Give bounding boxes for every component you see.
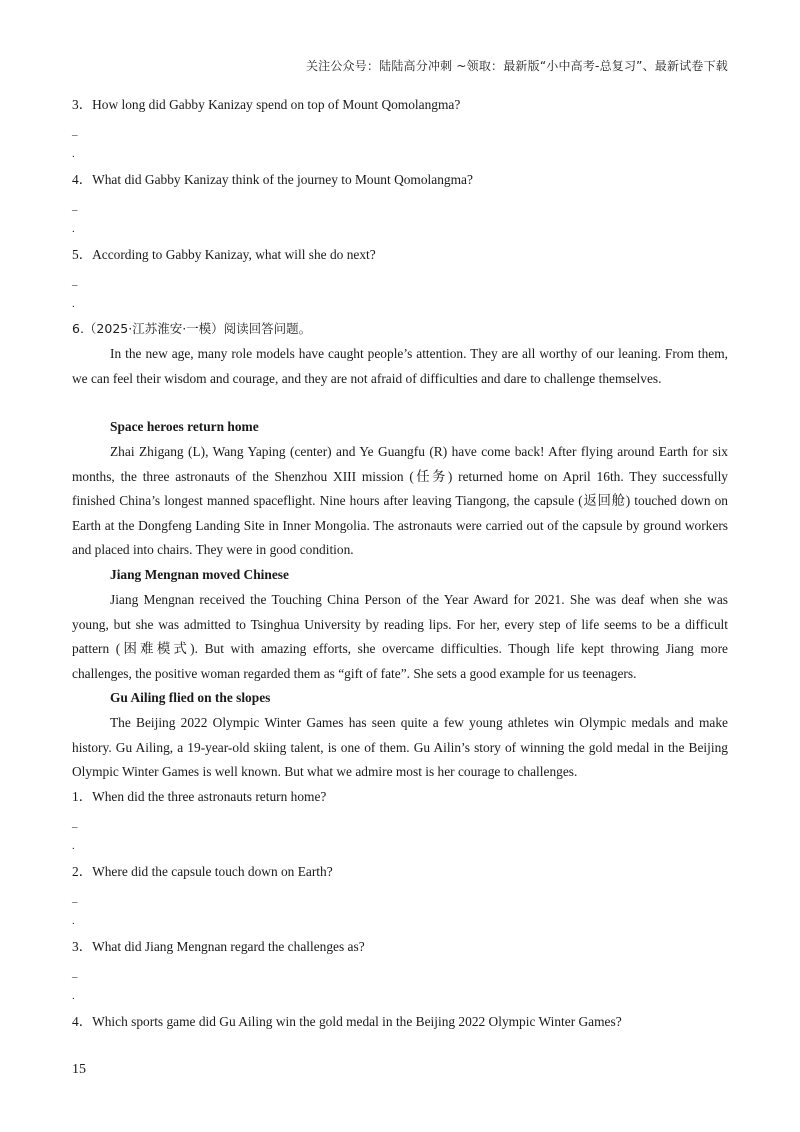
question-number: 2． xyxy=(72,864,93,879)
question-3 xyxy=(72,93,728,118)
question-text: Which sports game did Gu Ailing win the gold medal in the Beijing 2022 Olympic Winter Games? xyxy=(92,1014,622,1029)
story-body-jiang-mengnan: Jiang Mengnan received the Touching China Person of the Year Award for 2021. She was deaf when she was young, but she was admitted to Tsinghua University by reading lips. For her, every step of life seems to be a difficult pattern (困难模式). But with amazing efforts, she overcame difficulties. Though life kept throwing Jiang more challenges, the positive woman regarded them as “gift of fate”. She sets a good example for us teenagers. xyxy=(72,592,728,681)
answer-line[interactable]: _ xyxy=(72,275,78,287)
question-4 xyxy=(72,168,728,193)
question-text: When did the three astronauts return home? xyxy=(92,789,327,804)
s6-question-2 xyxy=(72,860,728,885)
question-number: 3． xyxy=(72,97,93,112)
story-title-space-heroes: Space heroes return home xyxy=(110,419,259,434)
s6-question-3 xyxy=(72,935,728,960)
section-heading: 6.（2025·江苏淮安·一模）阅读回答问题。 xyxy=(72,321,312,336)
question-number: 4． xyxy=(72,172,93,187)
story-body-space-heroes: Zhai Zhigang (L), Wang Yaping (center) and Ye Guangfu (R) have come back! After flying around Earth for six months, the three astronauts of the Shenzhou XIII mission (任务) returned home on April 16th. They successfully finished China’s longest manned spaceflight. Nine hours after leaving Tiangong, the capsule (返回舱) touched down on Earth at the Dongfeng Landing Site in Inner Mongolia. The astronauts were carried out of the capsule by ground workers and placed into chairs. They were in good condition. xyxy=(72,444,728,557)
answer-end: . xyxy=(72,915,75,927)
answer-line[interactable]: _ xyxy=(72,200,78,212)
s6-question-1 xyxy=(72,785,728,810)
story-title-gu-ailing: Gu Ailing flied on the slopes xyxy=(110,690,271,705)
question-text: What did Gabby Kanizay think of the journey to Mount Qomolangma? xyxy=(92,172,473,187)
question-number: 4． xyxy=(72,1014,93,1029)
question-number: 3． xyxy=(72,939,93,954)
page-header: 关注公众号：陆陆高分冲刺 ~领取：最新版“小中高考-总复习”、最新试卷下载 xyxy=(305,59,728,73)
s6-question-4 xyxy=(72,1010,728,1035)
answer-end: . xyxy=(72,298,75,310)
answer-end: . xyxy=(72,223,75,235)
story-body-gu-ailing: The Beijing 2022 Olympic Winter Games has seen quite a few young athletes win Olympic medals and make history. Gu Ailing, a 19-year-old skiing talent, is one of them. Gu Ailin’s story of winning the gold medal in the Beijing Olympic Winter Games is well known. But what we admire most is her courage to challenges. xyxy=(72,715,728,779)
question-number: 1． xyxy=(72,789,93,804)
question-text: According to Gabby Kanizay, what will she do next? xyxy=(92,247,376,262)
answer-line[interactable]: _ xyxy=(72,892,78,904)
intro-paragraph: In the new age, many role models have caught people’s attention. They are all worthy of our leaning. From them, we can feel their wisdom and courage, and they are not afraid of difficulties and dare to challenge themselves. xyxy=(72,346,728,386)
question-text: How long did Gabby Kanizay spend on top of Mount Qomolangma? xyxy=(92,97,461,112)
answer-end: . xyxy=(72,990,75,1002)
question-text: What did Jiang Mengnan regard the challenges as? xyxy=(92,939,365,954)
question-text: Where did the capsule touch down on Earth? xyxy=(92,864,333,879)
question-5 xyxy=(72,243,728,268)
story-title-jiang-mengnan: Jiang Mengnan moved Chinese xyxy=(110,567,289,582)
answer-end: . xyxy=(72,840,75,852)
question-number: 5． xyxy=(72,247,93,262)
answer-end: . xyxy=(72,148,75,160)
answer-line[interactable]: _ xyxy=(72,817,78,829)
answer-line[interactable]: _ xyxy=(72,125,78,137)
page-number: 15 xyxy=(72,1062,86,1077)
answer-line[interactable]: _ xyxy=(72,967,78,979)
